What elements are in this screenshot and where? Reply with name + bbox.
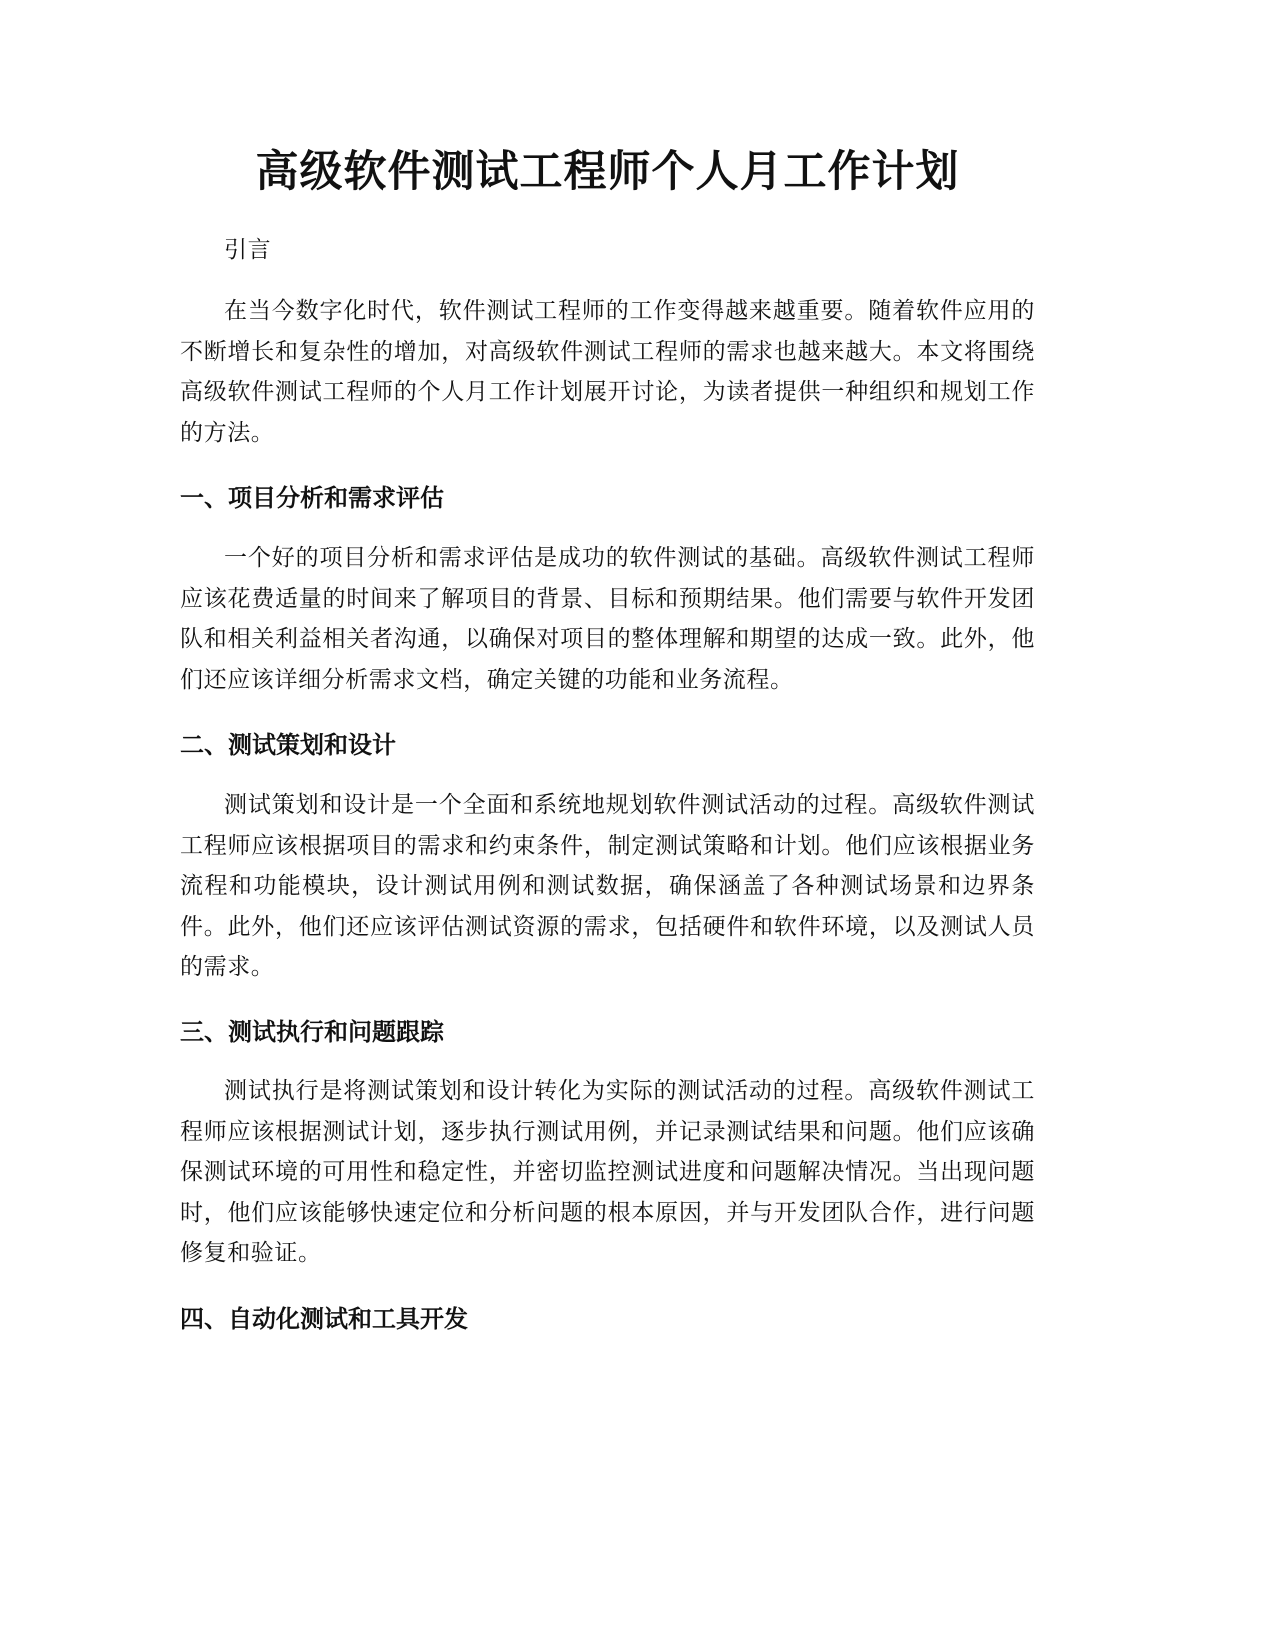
section-heading: 二、测试策划和设计 [180,731,396,759]
section-3 [180,1015,1035,1049]
section-heading: 四、自动化测试和工具开发 [180,1305,468,1333]
intro-paragraph-block [180,291,1035,453]
section-paragraph: 一个好的项目分析和需求评估是成功的软件测试的基础。高级软件测试工程师应该花费适量的时间来了解项目的背景、目标和预期结果。他们需要与软件开发团队和相关利益相关者沟通，以确保对项目的整体理解和期望的达成一致。此外，他们还应该详细分析需求文档，确定关键的功能和业务流程。 [180,545,1035,693]
intro-paragraph: 在当今数字化时代，软件测试工程师的工作变得越来越重要。随着软件应用的不断增长和复杂性的增加，对高级软件测试工程师的需求也越来越大。本文将围绕高级软件测试工程师的个人月工作计划展开讨论，为读者提供一种组织和规划工作的方法。 [180,298,1035,446]
intro-label: 引言 [224,237,272,263]
section-2-body [180,785,1035,988]
section-heading: 三、测试执行和问题跟踪 [180,1018,444,1046]
section-4 [180,1302,1035,1336]
section-2 [180,728,1035,762]
section-3-body [180,1071,1035,1274]
document-title: 高级软件测试工程师个人月工作计划 [255,147,960,197]
section-heading: 一、项目分析和需求评估 [180,484,444,512]
section-paragraph: 测试策划和设计是一个全面和系统地规划软件测试活动的过程。高级软件测试工程师应该根据项目的需求和约束条件，制定测试策略和计划。他们应该根据业务流程和功能模块，设计测试用例和测试数据，确保涵盖了各种测试场景和边界条件。此外，他们还应该评估测试资源的需求，包括硬件和软件环境，以及测试人员的需求。 [180,792,1035,980]
intro-label-block [180,230,1035,271]
section-1-body [180,538,1035,700]
section-paragraph: 测试执行是将测试策划和设计转化为实际的测试活动的过程。高级软件测试工程师应该根据测试计划，逐步执行测试用例，并记录测试结果和问题。他们应该确保测试环境的可用性和稳定性，并密切监控测试进度和问题解决情况。当出现问题时，他们应该能够快速定位和分析问题的根本原因，并与开发团队合作，进行问题修复和验证。 [180,1078,1035,1266]
section-1 [180,481,1035,515]
